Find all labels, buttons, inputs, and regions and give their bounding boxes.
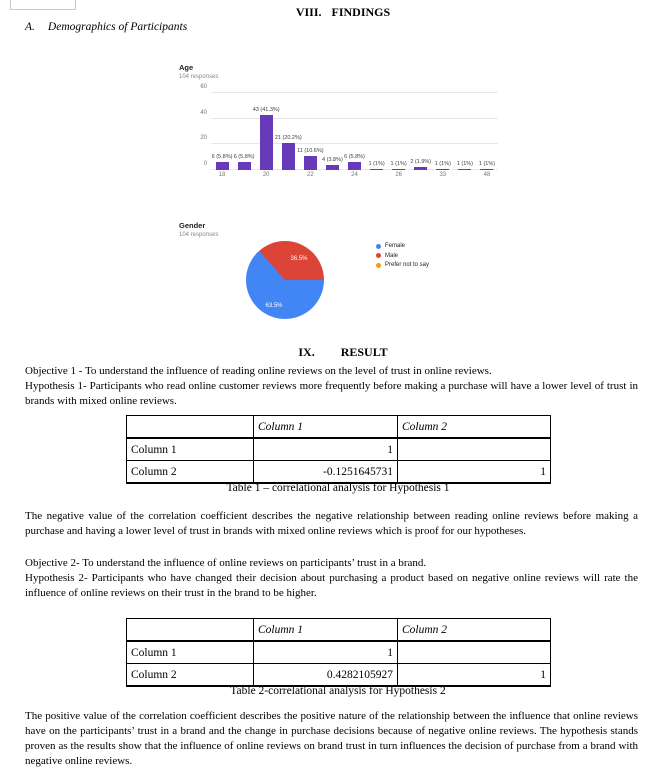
- cell-value: [398, 438, 551, 461]
- bar: [392, 169, 405, 170]
- bar: [458, 169, 471, 170]
- bar-value-label: 21 (20.2%): [274, 135, 302, 142]
- bar-slot: [321, 93, 343, 170]
- table-hypothesis1: [126, 415, 551, 484]
- bar-slot: [432, 93, 454, 178]
- bar: [436, 169, 449, 170]
- bar-series: [211, 93, 498, 178]
- x-axis-tick-label: 24: [351, 172, 358, 178]
- table-header-empty: [127, 416, 254, 439]
- bar-value-label: 6 (5.8%): [211, 154, 233, 161]
- bar-value-label: 6 (5.8%): [233, 154, 255, 161]
- bar: [304, 156, 317, 170]
- legend-item: [376, 253, 429, 259]
- table-row: [127, 461, 551, 484]
- bar-slot: [233, 93, 255, 170]
- table-row: [127, 641, 551, 664]
- cell-value: 0.4282105927: [254, 664, 398, 687]
- row-label: Column 2: [127, 664, 254, 687]
- table2-caption: Table 2-correlational analysis for Hypothesis 2: [230, 685, 446, 697]
- bar-value-label: 11 (10.6%): [297, 147, 324, 154]
- legend-item: [376, 262, 429, 268]
- row-label: Column 1: [127, 641, 254, 664]
- bar-slot: [252, 93, 280, 178]
- age-chart-response-count: 104 responses: [179, 74, 219, 80]
- subsection-title: Demographics of Participants: [47, 21, 188, 33]
- objective2-text: Objective 2- To understand the influence of online reviews on participants’ trust in a brand.: [25, 557, 427, 569]
- section-heading-findings: [0, 5, 662, 20]
- bar-value-label: 4 (3.8%): [322, 156, 343, 163]
- table-header-empty: [127, 619, 254, 642]
- bar-slot: [410, 93, 432, 170]
- table-header-column1: Column 1: [254, 416, 398, 439]
- legend-label: Male: [385, 252, 399, 259]
- cell-value: 1: [254, 641, 398, 664]
- cell-value: 1: [398, 461, 551, 484]
- bar-slot: [297, 93, 324, 178]
- legend-item: [376, 243, 429, 249]
- section-heading-result: [0, 345, 662, 360]
- gender-pie-chart: [175, 218, 505, 343]
- table1-caption: Table 1 – correlational analysis for Hypothesis 1: [226, 482, 450, 494]
- bar-value-label: 2 (1.9%): [410, 159, 432, 166]
- age-bar-chart: [175, 60, 505, 210]
- bar-slot: [343, 93, 365, 178]
- table-hypothesis2: [126, 618, 551, 687]
- bar-slot: [388, 93, 410, 178]
- age-chart-plot-area: [200, 84, 498, 178]
- paragraph-negative-correlation: The negative value of the correlation coefficient describes the negative relationship between reading online reviews before making a purchase and having a lower level of trust in brands with mixed online reviews which is proof for our hypotheses.: [25, 510, 638, 537]
- cell-value: 1: [398, 664, 551, 687]
- legend-color-dot: [376, 263, 381, 268]
- table-header-column1: Column 1: [254, 619, 398, 642]
- table-header-column2: Column 2: [398, 416, 551, 439]
- objective1-block: [25, 364, 638, 409]
- bar-slot: [366, 93, 388, 170]
- hypothesis1-text: Hypothesis 1- Participants who read online customer reviews more frequently before making a purchase will have a lower level of trust in brands with mixed online reviews.: [25, 380, 638, 407]
- pie-slice-label-male: 36.5%: [290, 256, 308, 262]
- table-row: [127, 619, 551, 642]
- pie-graphic: [246, 241, 324, 319]
- y-axis-tick-label: 60: [200, 84, 207, 90]
- x-axis-tick-label: 18: [218, 172, 226, 178]
- bar: [282, 143, 295, 170]
- bar: [414, 167, 427, 170]
- paragraph-positive-correlation: The positive value of the correlation coefficient describes the positive nature of the relationship between the influence that online reviews have on the participants’ trust in a brand and the change in purchase decisions because of negative online reviews. The hypothesis stands proven as the results show that the influence of online reviews on brand trust in turn influences the decision of purchase from a brand with negative online reviews.: [25, 710, 638, 767]
- bar-value-label: 43 (41.3%): [252, 106, 280, 113]
- age-chart-title: Age: [179, 63, 194, 72]
- cell-value: [398, 641, 551, 664]
- bar: [260, 115, 273, 170]
- objective1-text: Objective 1 - To understand the influence of reading online reviews on the level of trust in online reviews.: [25, 365, 492, 377]
- objective2-block: [25, 556, 638, 601]
- cell-value: -0.1251645731: [254, 461, 398, 484]
- bar-value-label: 1 (1%): [434, 160, 451, 167]
- bar-value-label: 1 (1%): [390, 160, 407, 167]
- table-row: [127, 416, 551, 439]
- bar: [348, 162, 361, 170]
- bar: [216, 162, 229, 170]
- x-axis-tick-label: 22: [307, 172, 314, 178]
- table-row: [127, 438, 551, 461]
- cell-value: 1: [254, 438, 398, 461]
- gender-chart-response-count: 104 responses: [179, 232, 219, 238]
- bar-slot: [274, 93, 302, 170]
- x-axis-tick-label: 33: [439, 172, 447, 178]
- row-label: Column 2: [127, 461, 254, 484]
- x-axis-tick-label: 48: [483, 172, 491, 178]
- pie-legend: [376, 243, 429, 272]
- x-axis-tick-label: 26: [395, 172, 402, 178]
- legend-label: Prefer not to say: [385, 262, 430, 268]
- section-title: RESULT: [340, 345, 388, 359]
- pie-slice-label-female: 63.5%: [265, 303, 283, 309]
- x-axis-tick-label: 20: [262, 172, 270, 178]
- y-axis-tick-label: 40: [200, 109, 207, 116]
- legend-color-dot: [376, 253, 381, 258]
- bar: [326, 165, 339, 170]
- y-axis-tick-label: 0: [203, 161, 207, 167]
- bar: [370, 169, 383, 170]
- y-axis-tick-label: 20: [200, 135, 207, 142]
- bar-slot: [454, 93, 476, 170]
- bar: [480, 169, 493, 170]
- section-numeral: VIII.: [295, 5, 322, 19]
- section-numeral: IX.: [298, 345, 315, 359]
- bar-value-label: 6 (5.8%): [344, 154, 365, 161]
- gender-chart-title: Gender: [179, 221, 206, 230]
- bar-value-label: 1 (1%): [478, 160, 496, 167]
- legend-color-dot: [376, 244, 381, 249]
- table-row: [127, 664, 551, 687]
- row-label: Column 1: [127, 438, 254, 461]
- legend-label: Female: [385, 243, 406, 249]
- subsection-letter: A.: [25, 21, 35, 33]
- bar: [238, 162, 251, 170]
- bar-slot: [476, 93, 498, 178]
- bar-value-label: 1 (1%): [368, 160, 385, 167]
- bar-value-label: 1 (1%): [456, 160, 473, 167]
- table-header-column2: Column 2: [398, 619, 551, 642]
- hypothesis2-text: Hypothesis 2- Participants who have changed their decision about purchasing a product based on negative online reviews will rate the influence of online reviews on their trust in the brand to be higher.: [25, 572, 638, 599]
- bar-slot: [211, 93, 233, 178]
- section-title: FINDINGS: [331, 5, 391, 19]
- subsection-demographics: [25, 21, 187, 33]
